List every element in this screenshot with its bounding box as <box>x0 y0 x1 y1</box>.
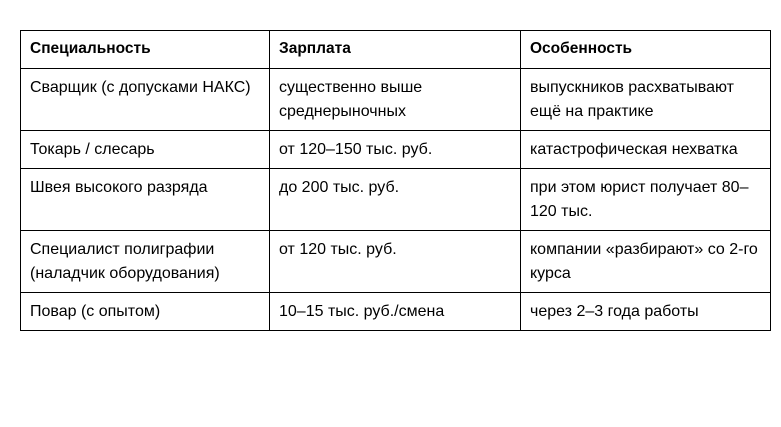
table-row <box>21 131 771 169</box>
cell-salary: 10–15 тыс. руб./смена <box>270 293 521 331</box>
cell-salary: существенно выше среднерыночных <box>270 69 521 131</box>
cell-salary: до 200 тыс. руб. <box>270 169 521 231</box>
cell-salary: от 120–150 тыс. руб. <box>270 131 521 169</box>
table-row <box>21 231 771 293</box>
cell-specialty: Токарь / слесарь <box>21 131 270 169</box>
cell-feature: катастрофическая нехватка <box>521 131 771 169</box>
table-row <box>21 169 771 231</box>
cell-specialty: Специалист полиграфии (наладчик оборудования) <box>21 231 270 293</box>
cell-feature: при этом юрист получает 80–120 тыс. <box>521 169 771 231</box>
table-row <box>21 293 771 331</box>
cell-feature: через 2–3 года работы <box>521 293 771 331</box>
cell-specialty: Повар (с опытом) <box>21 293 270 331</box>
cell-feature: выпускников расхватывают ещё на практике <box>521 69 771 131</box>
header-salary: Зарплата <box>270 31 521 69</box>
header-specialty: Специальность <box>21 31 270 69</box>
salary-table <box>20 30 771 331</box>
table-header-row <box>21 31 771 69</box>
table-row <box>21 69 771 131</box>
cell-specialty: Швея высокого разряда <box>21 169 270 231</box>
cell-salary: от 120 тыс. руб. <box>270 231 521 293</box>
header-feature: Особенность <box>521 31 771 69</box>
salary-table-container <box>20 30 771 331</box>
cell-feature: компании «разбирают» со 2-го курса <box>521 231 771 293</box>
cell-specialty: Сварщик (с допусками НАКС) <box>21 69 270 131</box>
